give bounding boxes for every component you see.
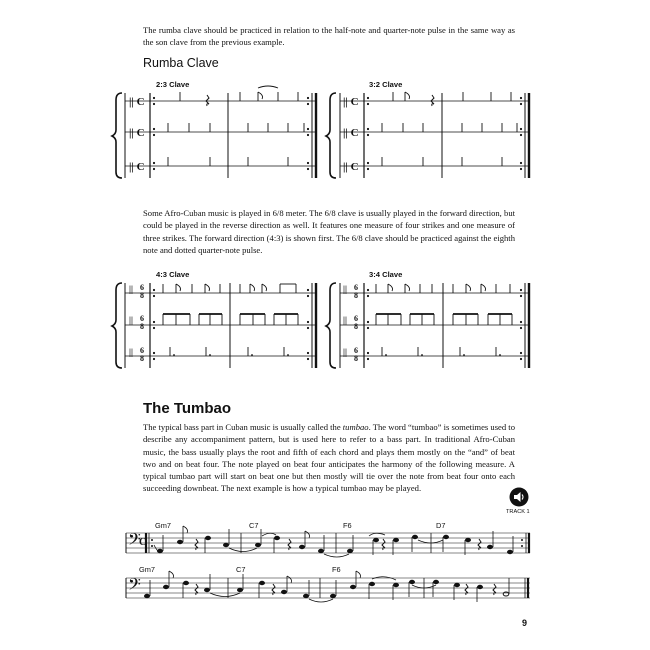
tumbao-paragraph-start: The typical bass part in Cuban music is usually called the: [143, 422, 343, 432]
svg-text:|| C: || C: [343, 127, 359, 139]
svg-text:||: ||: [129, 315, 133, 325]
chord-line1-4: D7: [436, 521, 446, 530]
track-label: TRACK 1: [506, 509, 530, 515]
svg-text:8: 8: [140, 354, 144, 363]
chord-line2-3: F6: [332, 565, 341, 574]
svg-text:|| C: || C: [343, 161, 359, 173]
svg-text:8: 8: [354, 354, 358, 363]
chord-line2-2: C7: [236, 565, 246, 574]
chord-line2-1: Gm7: [139, 565, 156, 574]
tumbao-heading: The Tumbao: [143, 400, 232, 417]
svg-text:||: ||: [129, 347, 133, 357]
svg-text:6: 6: [354, 346, 358, 355]
svg-text:6: 6: [354, 314, 358, 323]
bass-clef-icon: 𝄢: [128, 574, 141, 598]
svg-text:6: 6: [140, 346, 144, 355]
example-label-2-3-clave: 2:3 Clave: [156, 80, 190, 89]
clef-percussion: || C: [129, 96, 145, 108]
chord-line1-2: C7: [249, 521, 259, 530]
rumba-clave-system: [112, 86, 529, 178]
example-label-4-3-clave: 4:3 Clave: [156, 270, 190, 279]
svg-text:8: 8: [354, 291, 358, 300]
svg-text:8: 8: [354, 322, 358, 331]
svg-text:||: ||: [343, 315, 347, 325]
svg-text:||: ||: [343, 284, 347, 294]
svg-text:8: 8: [140, 322, 144, 331]
rumba-clave-heading: Rumba Clave: [143, 56, 219, 70]
tumbao-paragraph-rest: . The word “tumbao” is sometimes used to describe any accompaniment pattern, but is used here to refer to a bass part. In traditional Afro-Cuban music, the bass usually plays the root and fifth of each chord and plays them mostly on the “and” of beat two and on beat four. The note played on beat four anticipates the harmony of the following measure. A typical tumbao part will start on beat one but then mostly will tie over the note from beat four onto each succeeding downbeat. The next example is how a typical tumbao may be played.: [143, 422, 515, 494]
tumbao-term: tumbao: [342, 422, 369, 432]
chord-line1-3: F6: [343, 521, 352, 530]
example-label-3-4-clave: 3:4 Clave: [369, 270, 403, 279]
svg-text:|| C: || C: [129, 127, 145, 139]
bass-clef-icon: 𝄢: [128, 529, 141, 553]
svg-text:|| C: || C: [129, 161, 145, 173]
svg-text:6: 6: [140, 314, 144, 323]
svg-text:||: ||: [129, 284, 133, 294]
intro-paragraph: The rumba clave should be practiced in relation to the half-note and quarter-note pulse in the same way as the son clave from the previous example.: [143, 25, 515, 48]
chord-line1-1: Gm7: [155, 521, 172, 530]
bass-staff-line-2: [126, 571, 530, 602]
six-eight-paragraph: Some Afro-Cuban music is played in 6/8 meter. The 6/8 clave is usually played in the forward direction, but could be played in the reverse direction as well. It features one measure of four strikes and one measure of three strikes. The forward direction (4:3) is shown first. The 6/8 clave should be practiced against the eighth note and dotted quarter-note pulse.: [143, 208, 515, 255]
bass-staff-line-1: [126, 526, 530, 557]
page-number: 9: [522, 618, 528, 628]
svg-text:|| C: || C: [343, 96, 359, 108]
example-label-3-2-clave: 3:2 Clave: [369, 80, 403, 89]
six-eight-clave-system: [112, 283, 529, 368]
svg-text:6: 6: [354, 283, 358, 292]
svg-text:C: C: [139, 537, 147, 548]
svg-text:||: ||: [343, 347, 347, 357]
svg-text:6: 6: [140, 283, 144, 292]
svg-text:8: 8: [140, 291, 144, 300]
